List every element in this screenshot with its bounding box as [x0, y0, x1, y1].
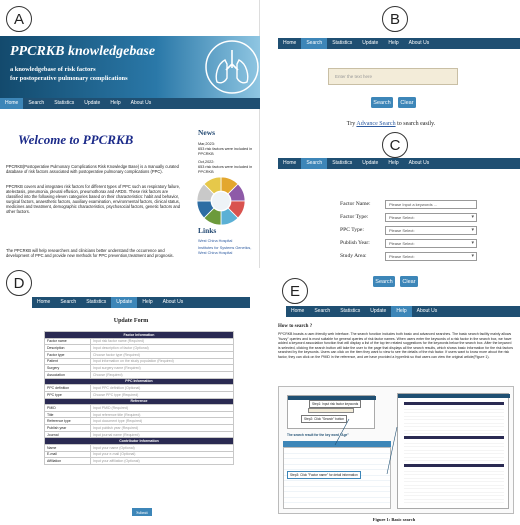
link-west-china-hospital[interactable]: West China Hospital — [198, 239, 233, 243]
step1-label: Step1: Input risk factor keywords — [309, 400, 361, 408]
section-title: PPC Information — [45, 378, 234, 385]
publish-year-label: Publish Year: — [340, 240, 370, 246]
nav-about-us[interactable]: About Us — [130, 100, 152, 106]
panel-home-page — [0, 0, 260, 268]
main-nav — [278, 158, 520, 169]
update-form-table — [44, 331, 234, 465]
panel-advanced-search — [262, 132, 520, 294]
nav-help[interactable]: Help — [388, 40, 399, 46]
study-area-label: Study Area: — [340, 253, 367, 259]
wheel-center — [212, 192, 230, 210]
news-date: Mar,2023: — [198, 142, 215, 146]
nav-help[interactable]: Help — [110, 100, 121, 106]
form-field-input[interactable]: Input publish year (Required) — [91, 425, 234, 432]
ppc-type-row — [340, 226, 520, 237]
form-field-input[interactable]: Choose PPC type (Required) — [91, 391, 234, 398]
news-heading: News — [198, 128, 216, 137]
news-date: Oct,2022: — [198, 160, 215, 164]
nav-home[interactable]: Home — [283, 40, 297, 46]
form-field-label: Patient — [45, 358, 91, 365]
form-row — [45, 425, 234, 432]
main-nav — [0, 98, 260, 109]
nav-update[interactable]: Update — [111, 297, 137, 308]
hint-prefix: Try — [346, 121, 357, 127]
news-item — [198, 142, 258, 157]
nav-help[interactable]: Help — [391, 306, 411, 317]
publish-year-select[interactable]: Please Select: ▾ — [385, 239, 477, 248]
form-field-label: PPC definition — [45, 385, 91, 392]
form-field-label: Journal — [45, 431, 91, 438]
nav-update[interactable]: Update — [362, 40, 379, 46]
hint-suffix: to search easily. — [395, 121, 436, 127]
panel-label-d: D — [6, 270, 32, 296]
nav-home[interactable]: Home — [283, 160, 297, 166]
form-field-label: PMID — [45, 405, 91, 412]
form-field-input[interactable]: Choose factor type (Required) — [91, 351, 234, 358]
form-row — [45, 385, 234, 392]
form-row — [45, 391, 234, 398]
form-field-input[interactable]: Input description of factor (Optional) — [91, 345, 234, 352]
factor-name-label: Factor Name: — [340, 201, 371, 207]
panel-label-a: A — [6, 6, 32, 32]
form-field-input[interactable]: Input PMID (Required) — [91, 405, 234, 412]
form-row — [45, 458, 234, 465]
clear-button[interactable]: Clear — [398, 97, 416, 108]
study-area-select[interactable]: Please Select: ▾ — [385, 252, 477, 261]
form-row — [45, 451, 234, 458]
form-field-label: Reference type — [45, 418, 91, 425]
form-field-label: Factor name — [45, 338, 91, 345]
form-field-label: Description — [45, 345, 91, 352]
study-area-row — [340, 252, 520, 263]
welcome-heading: Welcome to PPCRKB — [18, 132, 134, 147]
nav-statistics[interactable]: Statistics — [340, 308, 361, 314]
nav-search[interactable]: Search — [301, 38, 327, 49]
factor-type-select[interactable]: Please Select: ▾ — [385, 213, 477, 222]
panel-help-page — [268, 282, 520, 525]
form-field-input[interactable]: Input your e-mail (Optional) — [91, 451, 234, 458]
figure-caption: Figure 1: Basic search — [372, 517, 416, 522]
nav-statistics[interactable]: Statistics — [86, 299, 107, 305]
news-item — [198, 160, 258, 175]
form-row — [45, 358, 234, 365]
form-field-input[interactable]: Input document type (Required) — [91, 418, 234, 425]
how-to-search-text: PPCRKB boasts a user-friendly web interface. The search function includes both basic and advanced searches. The basic search facility mainly allows "fuzzy" queries and is most suitable for general queries of risk factor names. When users enter the keywords of a risk factor in the search box, we have added a keyword association function that will display a list of the top ten related suggestions for the keywords below the search box. After the keyword is selected, clicking the search button will take the user to the page that displays all the search results, which shows basic information for the risk factors searched by the keywords. Users can click on the item they want to view to see the details of the risk factor. If users want to know more about the risk factor, they can click on the PMID in the reference, and we have provided a hyperlink so that users can view the original article(Figure 1). — [278, 332, 514, 359]
step-arrows — [279, 387, 515, 515]
intro-paragraph-1: PPCRKB(Postoperative Pulmonary Complications Risk Knowledge Base) is a manually curated database of risk factors associated with postoperative pulmonary complications (PPC). — [6, 164, 179, 175]
panel-update-form — [0, 270, 262, 525]
form-row — [45, 411, 234, 418]
form-row — [45, 345, 234, 352]
form-row — [45, 431, 234, 438]
panel-label-c: C — [382, 132, 408, 158]
risk-category-wheel — [196, 176, 246, 226]
form-row — [45, 444, 234, 451]
publish-year-row — [340, 239, 520, 250]
submit-button[interactable]: Submit — [132, 508, 152, 516]
update-form-title: Update Form — [113, 318, 149, 324]
intro-paragraph-3: The PPCRKB will help researchers and clinicians better understand the occurrence and development of PPC and provide new methods for PPC prevention,treatment and prognosis. — [6, 248, 174, 259]
nav-help[interactable]: Help — [142, 299, 153, 305]
section-title: Contributor Information — [45, 438, 234, 445]
nav-search[interactable]: Search — [28, 100, 45, 106]
form-row — [45, 351, 234, 358]
form-field-label: E-mail — [45, 451, 91, 458]
nav-about-us[interactable]: About Us — [416, 308, 438, 314]
nav-update[interactable]: Update — [370, 308, 387, 314]
advance-search-hint — [262, 121, 520, 127]
nav-about-us[interactable]: About Us — [408, 40, 430, 46]
factor-type-label: Factor Type: — [340, 214, 369, 220]
panel-label-b: B — [382, 6, 408, 32]
link-institutes-systems-genetics[interactable]: Institutes for Systems Genetics, West China Hospital — [198, 246, 252, 255]
arrow-step2 — [335, 419, 349, 445]
nav-about-us[interactable]: About Us — [162, 299, 184, 305]
nav-statistics[interactable]: Statistics — [54, 100, 75, 106]
form-row — [45, 371, 234, 378]
panel-label-e: E — [282, 278, 308, 304]
nav-about-us[interactable]: About Us — [408, 160, 430, 166]
form-row — [45, 365, 234, 372]
basic-search-figure — [278, 386, 514, 514]
form-field-label: Affiliation — [45, 458, 91, 465]
form-field-label: Association — [45, 371, 91, 378]
nav-search[interactable]: Search — [314, 308, 331, 314]
basic-search-input[interactable]: Enter the text here — [328, 68, 458, 85]
form-field-input[interactable]: Input journal name (Required) — [91, 431, 234, 438]
lungs-logo-icon — [205, 38, 259, 96]
site-banner — [0, 36, 260, 98]
form-field-label: Factor type — [45, 351, 91, 358]
step2-label: Step2: Click "Search" button — [301, 415, 347, 423]
result-title: The search result for the key word "Age" — [287, 433, 349, 437]
section-title: Factor Information — [45, 332, 234, 339]
site-subtitle-line2: for postoperative pulmonary complications — [10, 75, 128, 82]
nav-help[interactable]: Help — [388, 160, 399, 166]
news-text: 653 risk factors were included in PPCRKB — [198, 165, 253, 174]
intro-paragraph-2: PPCRKB covers and integrates risk factors for different types of PPC such as respiratory failure, atelectasis, pneumonia, pleural effusion, pneumothorax and ARDS. These risk factors are classified into the following eleven categories based on their characteristics: habit and behavior, surgical factors, anaesthetic factors, auxiliary examination, environmental factors, clinical status, medicines and treatment, demographic characteristics, psychosocial factors, genetic factors and other factors. — [6, 184, 181, 215]
search-button[interactable]: Search — [371, 97, 393, 108]
nav-search[interactable]: Search — [60, 299, 77, 305]
advance-search-link[interactable]: Advance Search — [356, 121, 396, 127]
main-nav — [278, 38, 520, 49]
form-field-input[interactable]: Choose (Required) — [91, 371, 234, 378]
main-nav — [32, 297, 250, 308]
step3-label: Step3: Click "Factor name" for detail information — [287, 471, 361, 479]
news-text: 653 risk factors were included in PPCRKB — [198, 147, 253, 156]
form-field-label: PPC type — [45, 391, 91, 398]
form-field-input[interactable]: Input information on the study population (Required) — [91, 358, 234, 365]
search-button[interactable]: Search — [373, 276, 395, 287]
arrow-step3 — [387, 427, 397, 474]
main-nav — [286, 306, 520, 317]
site-subtitle-line1: a knowledgebase of risk factors — [10, 66, 96, 73]
nav-update[interactable]: Update — [362, 160, 379, 166]
nav-home[interactable]: Home — [0, 98, 23, 109]
clear-button[interactable]: Clear — [400, 276, 418, 287]
links-heading: Links — [198, 226, 217, 235]
factor-type-row — [340, 213, 520, 224]
nav-statistics[interactable]: Statistics — [332, 160, 353, 166]
nav-update[interactable]: Update — [84, 100, 101, 106]
nav-home[interactable]: Home — [37, 299, 51, 305]
form-field-input[interactable]: Input your name (Optional) — [91, 444, 234, 451]
form-field-label: Publish year — [45, 425, 91, 432]
factor-name-input[interactable]: Please Input a keywords ... — [385, 200, 477, 209]
nav-home[interactable]: Home — [291, 308, 305, 314]
site-title: PPCRKB knowledgebase — [10, 44, 156, 59]
form-field-input[interactable]: Input risk factor name (Required) — [91, 338, 234, 345]
ppc-type-select[interactable]: Please Select: ▾ — [385, 226, 477, 235]
form-row — [45, 338, 234, 345]
section-title: Reference — [45, 398, 234, 405]
nav-search[interactable]: Search — [301, 158, 327, 169]
form-field-label: Surgery — [45, 365, 91, 372]
form-field-input[interactable]: Input reference title (Required) — [91, 411, 234, 418]
factor-name-row — [340, 200, 520, 211]
form-field-input[interactable]: Input your affiliation (Optional) — [91, 458, 234, 465]
ppc-type-label: PPC Type: — [340, 227, 364, 233]
nav-statistics[interactable]: Statistics — [332, 40, 353, 46]
form-row — [45, 418, 234, 425]
how-to-search-heading: How to search ? — [278, 324, 313, 329]
form-field-input[interactable]: Input surgery name (Required) — [91, 365, 234, 372]
form-field-input[interactable]: Input PPC definition (Optional) — [91, 385, 234, 392]
form-field-label: Name — [45, 444, 91, 451]
form-field-label: Title — [45, 411, 91, 418]
form-row — [45, 405, 234, 412]
